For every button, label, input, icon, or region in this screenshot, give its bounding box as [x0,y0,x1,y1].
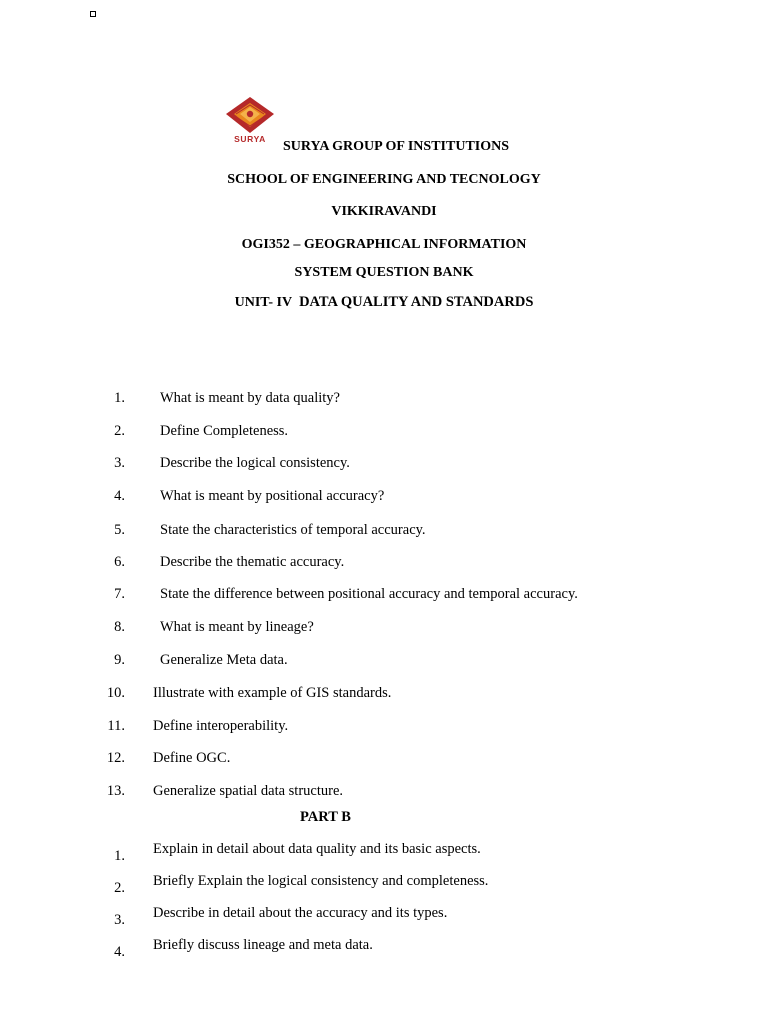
surya-logo-diamond-icon [222,96,278,136]
question-number: 3. [114,455,125,471]
question-number: 7. [114,586,125,602]
question-number: 1. [114,390,125,406]
question-item [0,455,768,477]
question-text: Describe the thematic accuracy. [160,554,345,570]
question-text: Define Completeness. [160,423,289,439]
question-number: 10. [106,685,125,701]
question-item [0,937,768,959]
question-number: 3. [114,912,125,928]
question-text: Generalize Meta data. [160,652,288,668]
question-text: What is meant by data quality? [160,390,340,406]
question-item [0,423,768,445]
question-text: What is meant by positional accuracy? [160,488,385,504]
question-item [0,586,768,608]
question-item [0,841,768,863]
question-text: Generalize spatial data structure. [153,783,344,799]
question-item [0,783,768,805]
question-text: Describe in detail about the accuracy and its types. [153,905,448,921]
question-text: State the difference between positional accuracy and temporal accuracy. [160,586,578,602]
question-item [0,554,768,576]
location-name: VIKKIRAVANDI [331,204,437,219]
question-text: Briefly Explain the logical consistency and completeness. [153,873,489,889]
question-item [0,905,768,927]
question-number: 4. [114,944,125,960]
course-title-line-2: SYSTEM QUESTION BANK [294,265,474,280]
question-number: 2. [114,880,125,896]
question-number: 6. [114,554,125,570]
corner-bullet-mark [90,11,96,17]
question-number: 9. [114,652,125,668]
question-text: Explain in detail about data quality and its basic aspects. [153,841,481,857]
question-text: Briefly discuss lineage and meta data. [153,937,373,953]
question-text: Illustrate with example of GIS standards. [153,685,392,701]
question-text: What is meant by lineage? [160,619,314,635]
question-item [0,488,768,510]
unit-heading [0,294,768,311]
question-item [0,685,768,707]
surya-logo-text: SURYA [234,134,266,144]
question-item [0,873,768,895]
question-item [0,522,768,544]
unit-prefix: UNIT- IV [234,295,293,310]
question-number: 1. [114,848,125,864]
question-text: Define OGC. [153,750,231,766]
question-number: 8. [114,619,125,635]
question-number: 12. [106,750,125,766]
question-number: 11. [107,718,125,734]
question-item [0,750,768,772]
institution-name: SURYA GROUP OF INSTITUTIONS [282,139,510,154]
question-number: 4. [114,488,125,504]
question-item [0,718,768,740]
question-item [0,652,768,674]
question-text: Define interoperability. [153,718,289,734]
question-text: State the characteristics of temporal accuracy. [160,522,426,538]
course-title-line-1: OGI352 – GEOGRAPHICAL INFORMATION [241,237,527,252]
unit-title: DATA QUALITY AND STANDARDS [299,294,534,310]
question-number: 13. [106,783,125,799]
question-item [0,390,768,412]
question-number: 2. [114,423,125,439]
question-item [0,619,768,641]
question-number: 5. [114,522,125,538]
part-b-heading: PART B [300,809,351,825]
question-text: Describe the logical consistency. [160,455,350,471]
school-name: SCHOOL OF ENGINEERING AND TECNOLOGY [227,172,541,187]
